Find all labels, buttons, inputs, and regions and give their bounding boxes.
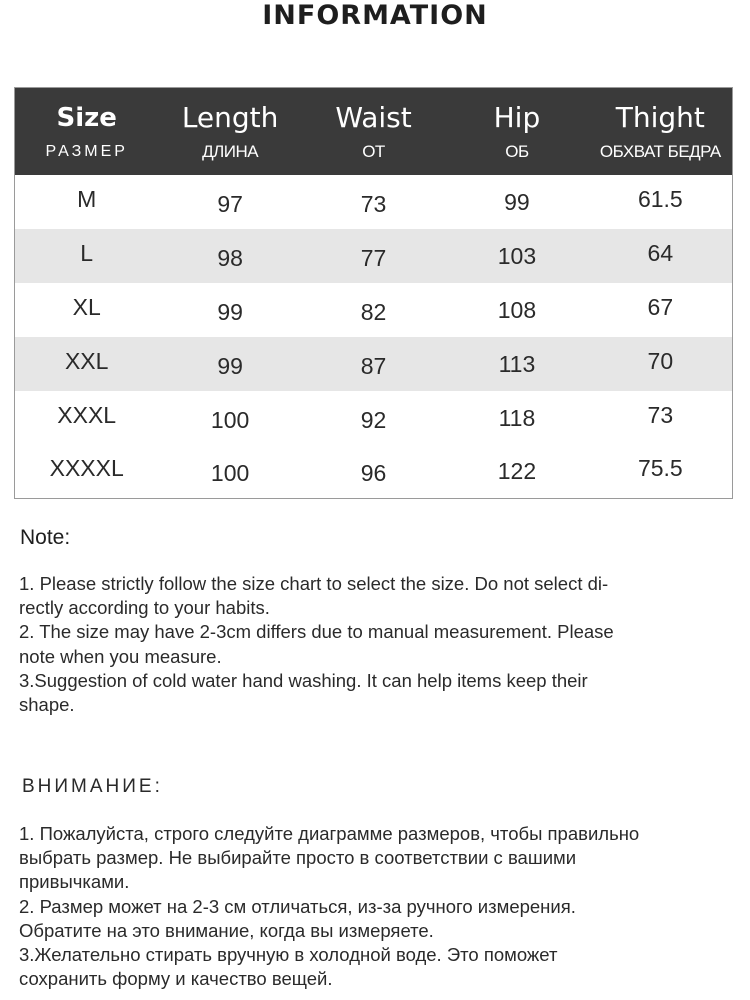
note-line: rectly according to your habits. [19, 597, 270, 619]
cell-hip: 122 [497, 458, 537, 484]
attention-text [19, 822, 719, 991]
note-line: note when you measure. [19, 645, 222, 667]
header-thigh [589, 88, 732, 175]
cell-thigh: 75.5 [637, 455, 683, 481]
table-row [15, 391, 732, 445]
note-line: shape. [19, 694, 75, 716]
header-length [158, 88, 301, 175]
cell-length: 100 [210, 460, 250, 486]
attention-line: 1. Пожалуйста, строго следуйте диаграмме размеров, чтобы правильно [19, 823, 640, 844]
header-sub-label: ОБХВАТ БЕДРА [599, 142, 721, 161]
cell-size: L [80, 239, 94, 266]
header-main-label: Size [56, 103, 117, 133]
cell-length: 100 [210, 406, 250, 433]
header-main-label: Hip [493, 101, 541, 134]
header-sub-label: РАЗМЕР [45, 143, 128, 160]
table-row [15, 229, 732, 283]
attention-line: сохранить форму и качество вещей. [19, 968, 333, 990]
cell-waist: 92 [360, 406, 387, 433]
note-line: 1. Please strictly follow the size chart to select the size. Do not select di- [19, 573, 609, 594]
cell-hip: 118 [498, 404, 536, 431]
note-line: 3.Suggestion of cold water hand washing. It can help items keep their [19, 669, 588, 691]
table-row [15, 445, 732, 498]
page-title: INFORMATION [262, 0, 488, 31]
cell-hip: 113 [498, 350, 536, 377]
attention-heading: ВНИМАНИЕ: [22, 776, 163, 797]
attention-line: привычками. [19, 871, 130, 893]
attention-line: выбрать размер. Не выбирайте просто в соответствии с вашими [19, 847, 577, 869]
cell-length: 97 [217, 190, 243, 217]
cell-thigh: 67 [647, 293, 674, 320]
cell-hip: 103 [497, 242, 537, 269]
attention-line: 2. Размер может на 2-3 см отличаться, из-за ручного измерения. [19, 895, 576, 917]
attention-line: Обратите на это внимание, когда вы измеряете. [19, 919, 434, 941]
cell-waist: 77 [360, 244, 387, 271]
header-hip [445, 88, 588, 175]
cell-length: 99 [217, 298, 243, 325]
table-row [15, 175, 732, 229]
note-text [19, 572, 719, 717]
cell-waist: 82 [360, 298, 387, 325]
cell-waist: 96 [360, 460, 387, 486]
cell-waist: 73 [360, 190, 387, 217]
cell-thigh: 73 [647, 401, 674, 428]
table-row [15, 283, 732, 337]
cell-thigh: 61.5 [637, 185, 683, 212]
header-main-label: Thight [615, 101, 705, 134]
header-main-label: Length [181, 101, 279, 134]
size-chart-table [14, 87, 733, 499]
table-header [15, 88, 732, 175]
cell-size: XXXL [57, 401, 117, 428]
header-waist [302, 88, 445, 175]
cell-length: 98 [217, 244, 243, 271]
cell-size: XXXXL [49, 455, 124, 481]
attention-line: 3.Желательно стирать вручную в холодной воде. Это поможет [19, 944, 558, 966]
cell-size: XXL [64, 347, 109, 374]
cell-size: XL [72, 293, 101, 320]
header-sub-label: ДЛИНА [202, 142, 259, 161]
cell-hip: 108 [497, 296, 537, 323]
header-main-label: Waist [335, 101, 412, 134]
table-row [15, 337, 732, 391]
cell-waist: 87 [360, 352, 387, 379]
note-line: 2. The size may have 2-3cm differs due to manual measurement. Please [19, 621, 614, 643]
cell-thigh: 64 [647, 239, 674, 266]
header-sub-label: ОБ [505, 142, 529, 161]
header-sub-label: ОТ [362, 142, 385, 161]
cell-hip: 99 [504, 188, 530, 215]
cell-size: M [77, 185, 97, 212]
cell-length: 99 [217, 352, 243, 379]
header-size [15, 88, 158, 175]
cell-thigh: 70 [647, 347, 674, 374]
note-heading: Note: [20, 526, 71, 549]
